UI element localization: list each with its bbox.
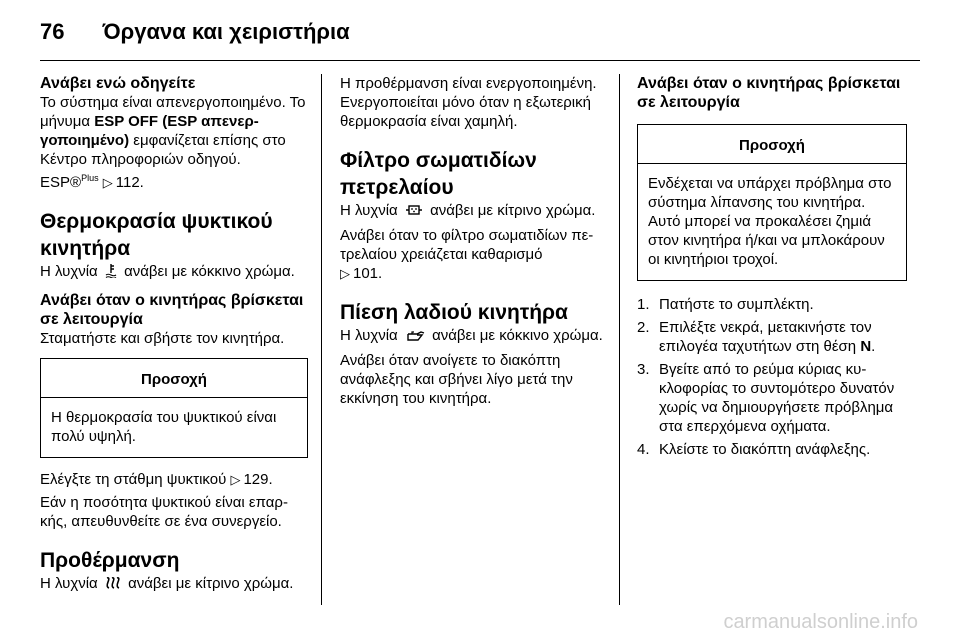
cross-reference: [340, 226, 608, 283]
section-heading: Προθέρμανση: [40, 549, 180, 572]
column-2: [340, 74, 608, 412]
paragraph: Σταματήστε και σβήστε τον κινητήρα.: [40, 330, 285, 347]
coolant-temperature-icon: [105, 263, 117, 283]
cross-reference: [40, 470, 308, 489]
step-text: Βγείτε από το ρεύμα κύριας κυκλοφορίας το συντομότερο δυνατόν χωρίς να δημιουργήσετε πρόβλημα στα επερχόμενα οχήματα.: [659, 361, 895, 435]
text: Η λυχνία: [340, 327, 398, 344]
text: Ανάβει όταν το φίλτρο σωματιδίων πετρελαίου χρειάζεται καθαρισμό: [340, 227, 594, 263]
text: .: [871, 338, 876, 355]
section-heading: Πίεση λαδιού κινητήρα: [340, 301, 568, 324]
caution-body: Ενδέχεται να υπάρχει πρόβλημα στο σύστημα λίπανσης του κινητήρα. Αυτό μπορεί να προκαλέσει ζημιά στον κινητήρα ή/και να μπλοκάρουν οι κινητήριοι τροχοί.: [648, 175, 892, 268]
caution-title: Προσοχή: [638, 125, 906, 164]
step-list: [637, 295, 907, 459]
step-number: 3.: [637, 361, 650, 378]
diesel-particulate-filter-icon: [405, 203, 423, 222]
column-divider: [321, 74, 322, 605]
page-ref-arrow-icon: ▷: [230, 472, 241, 487]
text: ανάβει με κίτρινο χρώμα.: [430, 202, 596, 219]
page-ref: 101.: [353, 265, 383, 282]
column-1: [40, 74, 308, 599]
bold-text: ESP OFF (ESP απενεργοποιημένο): [40, 113, 259, 149]
text: Η λυχνία: [40, 575, 98, 592]
bold-text: N: [860, 338, 872, 355]
paragraph: Εάν η ποσότητα ψυκτικού είναι επαρκής, απευθυνθείτε σε ένα συνεργείο.: [40, 494, 288, 530]
column-divider: [619, 74, 620, 605]
page-header: [40, 14, 350, 50]
list-item: [637, 318, 907, 356]
text: ανάβει με κόκκινο χρώμα.: [124, 263, 295, 280]
superscript: Plus: [81, 173, 99, 183]
text: ανάβει με κίτρινο χρώμα.: [128, 575, 294, 592]
list-item: [637, 440, 907, 459]
paragraph: [340, 326, 608, 347]
text: εμφανίζεται επίσης στο Κέντρο πληροφοριών οδηγού.: [40, 132, 286, 168]
column-3: [637, 74, 907, 463]
paragraph: [340, 201, 608, 222]
section-heading: Ανάβει ενώ οδηγείτε: [40, 75, 196, 92]
caution-title: Προσοχή: [41, 359, 307, 398]
paragraph: [40, 574, 308, 595]
step-number: 2.: [637, 319, 650, 336]
section-heading: Φίλτρο σωματιδίων πετρελαίου: [340, 149, 537, 199]
chapter-title: Όργανα και χειριστήρια: [102, 19, 350, 44]
text: Επιλέξτε νεκρά, μετακινήστε τον επιλογέα ταχυτήτων στη θέση: [659, 319, 872, 355]
page-ref-arrow-icon: ▷: [340, 266, 350, 281]
caution-box: [637, 124, 907, 281]
paragraph: [40, 93, 308, 169]
step-text: Πατήστε το συμπλέκτη.: [659, 296, 814, 313]
oil-can-icon: [405, 328, 425, 347]
text: Η λυχνία: [40, 263, 98, 280]
list-item: [637, 295, 907, 314]
step-text: Κλείστε το διακόπτη ανάφλεξης.: [659, 441, 871, 458]
cross-reference: [40, 173, 308, 192]
paragraph: Η προθέρμανση είναι ενεργοποιημένη. Ενεργοποιείται μόνο όταν η εξωτερική θερμοκρασία είναι χαμηλή.: [340, 75, 597, 130]
list-item: [637, 360, 907, 436]
paragraph: [40, 262, 308, 283]
text: Η λυχνία: [340, 202, 398, 219]
page-number: 76: [40, 19, 65, 44]
page-ref: 112.: [115, 174, 144, 191]
step-text: [659, 318, 907, 356]
section-heading: Ανάβει όταν ο κινητήρας βρίσκεται σε λειτουργία: [40, 292, 304, 328]
text: Ελέγξτε τη στάθμη ψυκτικού: [40, 471, 227, 488]
page-ref-arrow-icon: ▷: [102, 175, 113, 190]
step-number: 4.: [637, 441, 650, 458]
step-number: 1.: [637, 296, 650, 313]
glow-plug-icon: [105, 576, 121, 595]
watermark: carmanualsonline.info: [723, 611, 918, 633]
text: ESP®: [40, 174, 82, 191]
caution-body: Η θερμοκρασία του ψυκτικού είναι πολύ υψηλή.: [51, 409, 277, 445]
text: ανάβει με κόκκινο χρώμα.: [432, 327, 603, 344]
section-heading: Ανάβει όταν ο κινητήρας βρίσκεται σε λειτουργία: [637, 75, 901, 111]
caution-box: [40, 358, 308, 458]
text: Το σύστημα είναι απενεργοποιημένο. Το μήνυμα: [40, 94, 306, 130]
section-heading: Θερμοκρασία ψυκτικού κινητήρα: [40, 210, 273, 260]
page-ref: 129.: [243, 471, 273, 488]
header-rule: [40, 60, 920, 61]
paragraph: Ανάβει όταν ανοίγετε το διακόπτη ανάφλεξης και σβήνει λίγο μετά την εκκίνηση του κινητήρα.: [340, 352, 573, 407]
